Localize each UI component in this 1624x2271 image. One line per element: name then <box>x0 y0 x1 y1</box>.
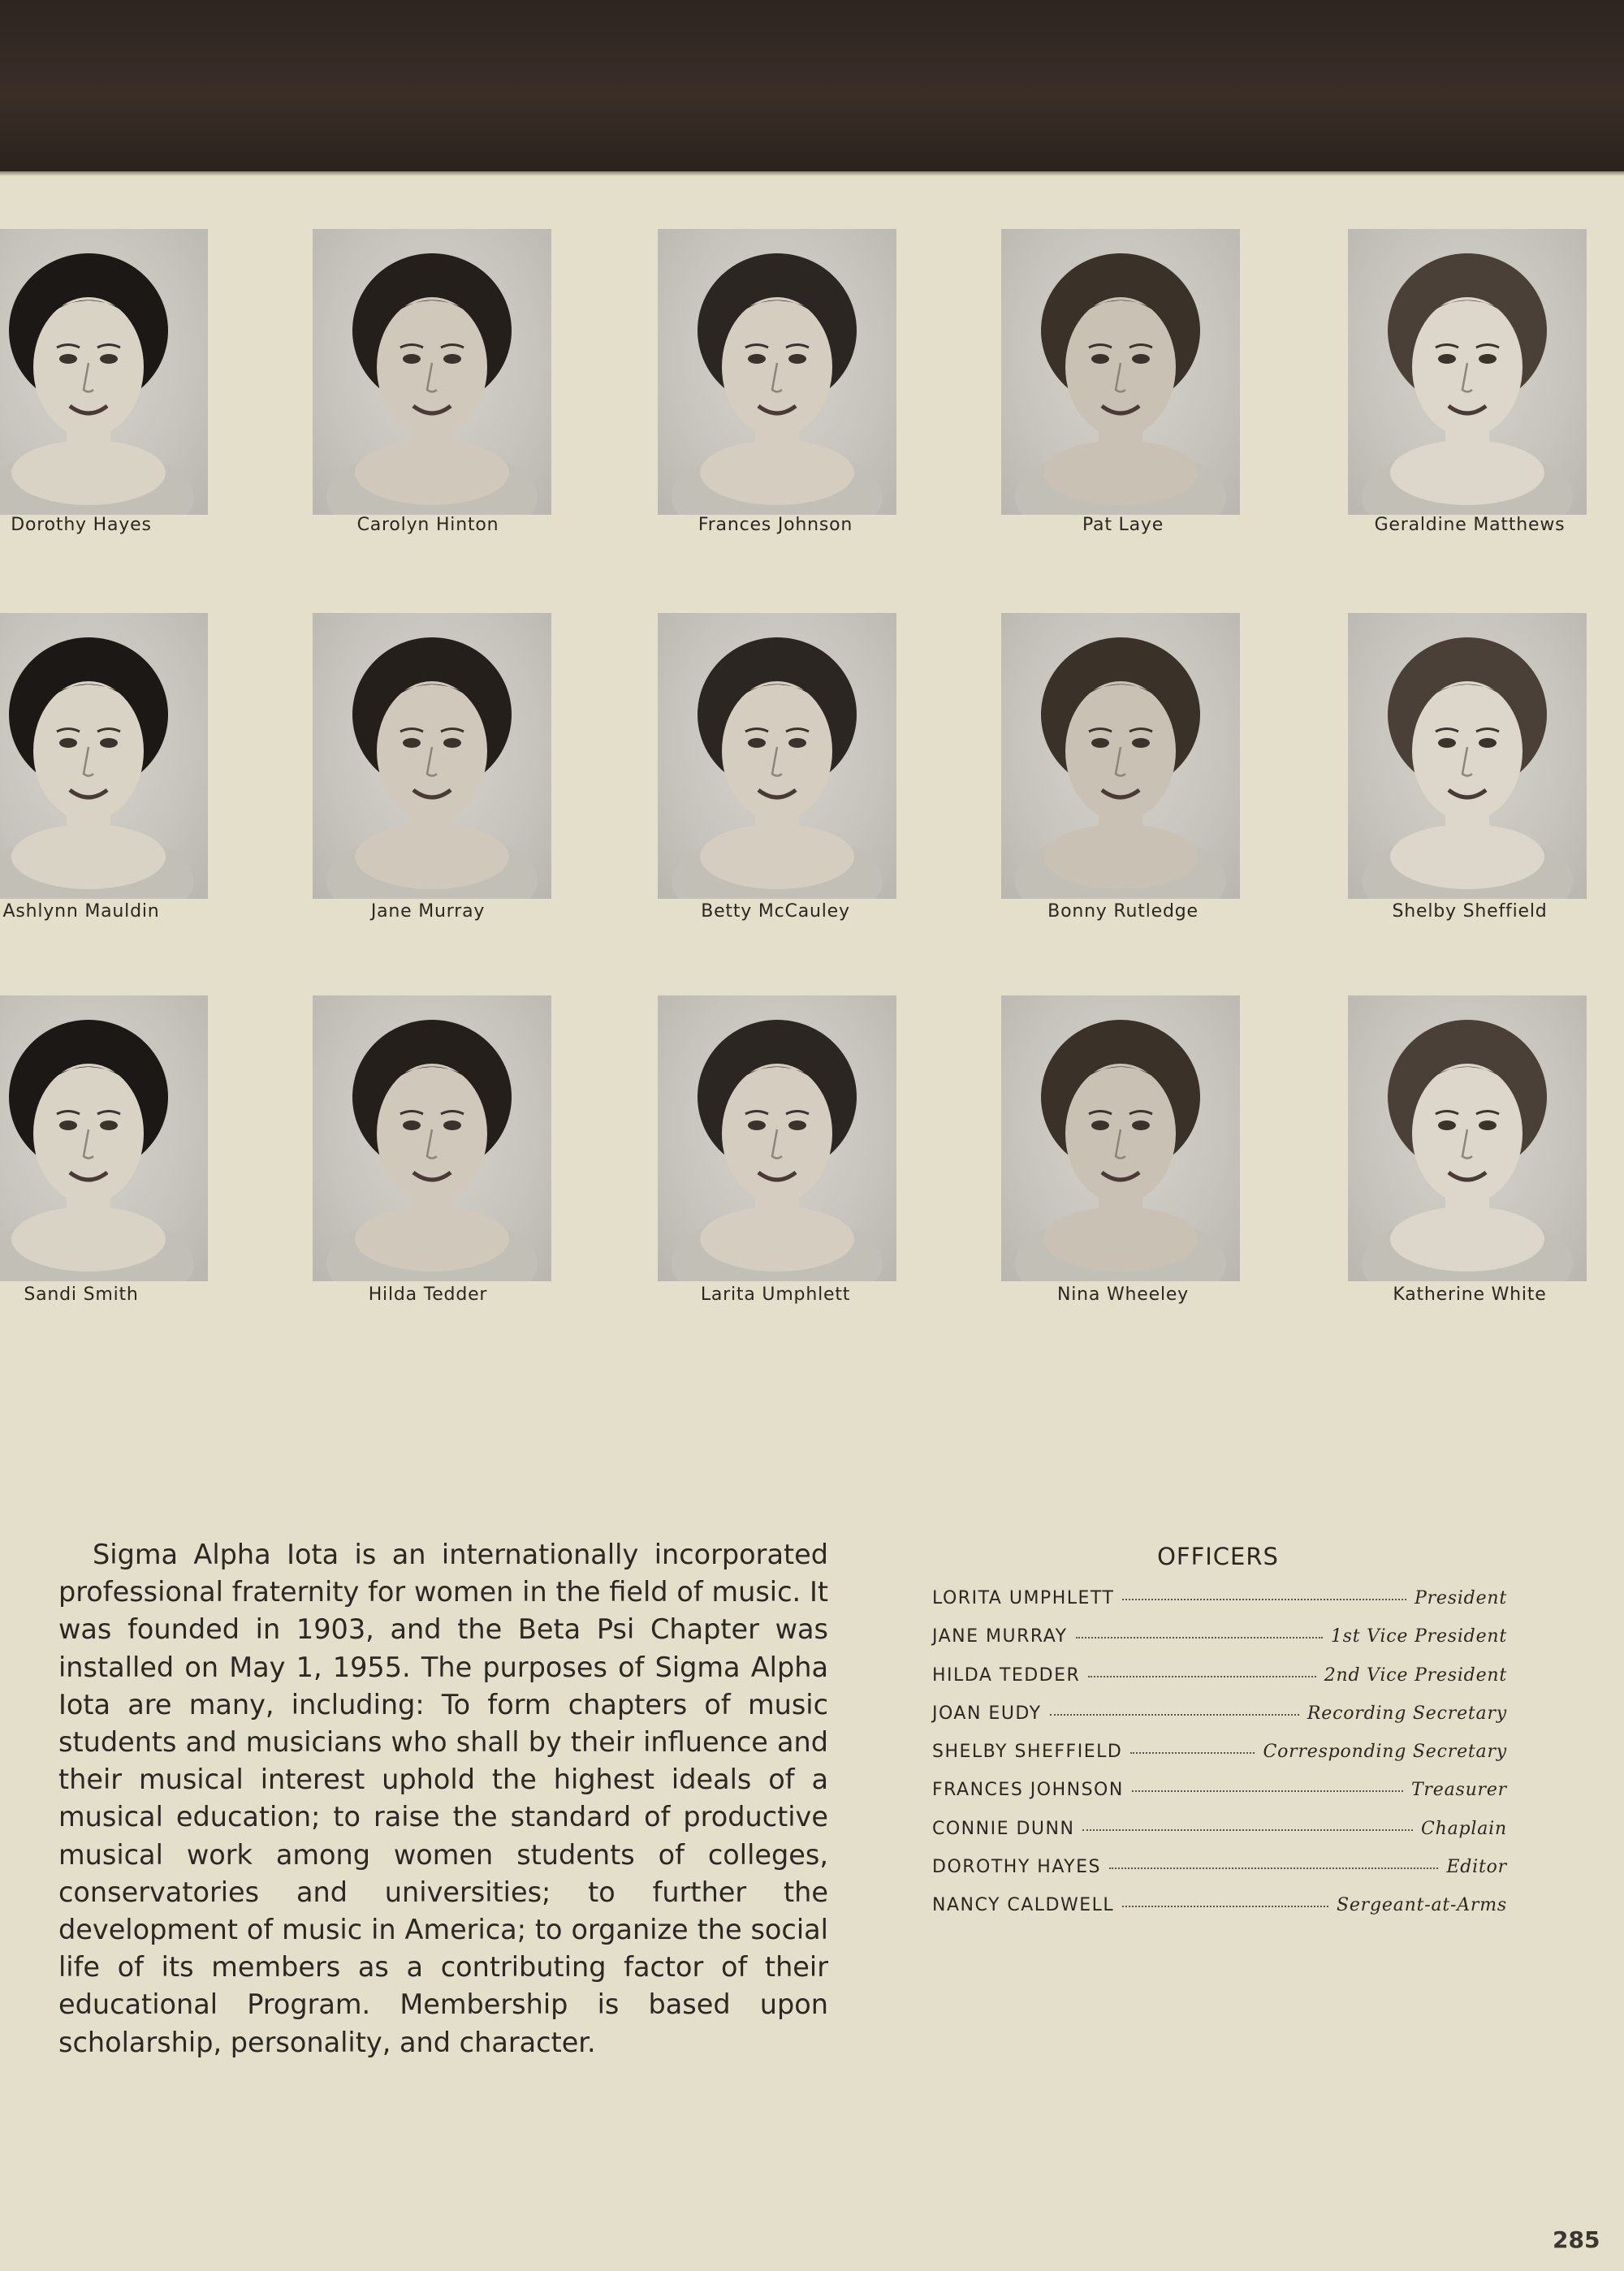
officer-row <box>932 1780 1507 1818</box>
portrait-photo-carolyn-hinton <box>313 229 551 515</box>
portrait-caption-carolyn-hinton: Carolyn Hinton <box>356 515 499 535</box>
officer-title: Sergeant-at-Arms <box>1336 1895 1507 1916</box>
leader-dots <box>1082 1829 1413 1831</box>
portrait-caption-katherine-white: Katherine White <box>1393 1284 1547 1305</box>
portrait-photo-bonny-rutledge <box>1001 613 1240 899</box>
officers-heading: OFFICERS <box>1157 1543 1279 1570</box>
officer-row <box>932 1703 1507 1742</box>
portrait-caption-bonny-rutledge: Bonny Rutledge <box>1047 901 1199 922</box>
leader-dots <box>1088 1676 1315 1677</box>
leader-dots <box>1122 1906 1328 1907</box>
officer-row <box>932 1626 1507 1664</box>
officer-title: Recording Secretary <box>1307 1703 1507 1724</box>
officer-title: 1st Vice President <box>1330 1626 1507 1647</box>
officer-title: Chaplain <box>1421 1818 1507 1839</box>
officer-title: President <box>1415 1588 1507 1608</box>
officer-name: NANCY CALDWELL <box>932 1895 1115 1916</box>
portrait-caption-geraldine-matthews: Geraldine Matthews <box>1374 515 1566 535</box>
portrait-photo-larita-umphlett <box>658 995 896 1281</box>
chapter-description: Sigma Alpha Iota is an internationally incorporated professional fraternity for women in the field of music. It was founded in 1903, and the Beta Psi Chapter was installed on May 1, 1955. The purposes of Sigma Alpha Iota are many, including: To form chapters of music students and musicians who shall by their influence and their musical interest uphold the highest ideals of a musical education; to raise the standard of productive musical work among women students of colleges, conservatories and universities; to further the development of music in America; to organize the social life of its members as a contributing factor of their educational Program. Membership is based upon scholarship, personality, and character. <box>58 1539 828 2058</box>
officer-title: Editor <box>1446 1857 1507 1878</box>
officer-row <box>932 1819 1507 1857</box>
portrait-photo-jane-murray <box>313 613 551 899</box>
portrait-caption-shelby-sheffield: Shelby Sheffield <box>1392 901 1548 922</box>
portrait-caption-dorothy-hayes: Dorothy Hayes <box>11 515 152 535</box>
officer-row <box>932 1895 1507 1933</box>
leader-dots <box>1130 1752 1255 1754</box>
portrait-caption-pat-laye: Pat Laye <box>1082 515 1164 535</box>
portrait-photo-shelby-sheffield <box>1348 613 1587 899</box>
portrait-caption-nina-wheeley: Nina Wheeley <box>1056 1284 1190 1305</box>
leader-dots <box>1050 1714 1299 1716</box>
portrait-photo-nina-wheeley <box>1001 995 1240 1281</box>
portrait-photo-frances-johnson <box>658 229 896 515</box>
officer-row <box>932 1742 1507 1780</box>
portrait-photo-ashlynn-mauldin <box>0 613 208 899</box>
officer-name: LORITA UMPHLETT <box>932 1588 1115 1608</box>
officer-name: FRANCES JOHNSON <box>932 1780 1124 1801</box>
portrait-caption-sandi-smith: Sandi Smith <box>24 1284 139 1305</box>
leader-dots <box>1109 1867 1438 1869</box>
officer-name: CONNIE DUNN <box>932 1818 1075 1839</box>
officer-row <box>932 1588 1507 1626</box>
portrait-caption-betty-mccauley: Betty McCauley <box>701 901 850 922</box>
officer-title: Corresponding Secretary <box>1263 1742 1507 1763</box>
page-number: 285 <box>1553 2226 1600 2253</box>
portrait-caption-jane-murray: Jane Murray <box>370 901 486 922</box>
officer-name: DOROTHY HAYES <box>932 1857 1101 1878</box>
portrait-caption-frances-johnson: Frances Johnson <box>698 515 853 535</box>
officers-list <box>932 1588 1507 1934</box>
portrait-caption-hilda-tedder: Hilda Tedder <box>368 1284 488 1305</box>
officer-title: 2nd Vice President <box>1324 1664 1507 1686</box>
officer-title: Treasurer <box>1410 1780 1507 1801</box>
portrait-photo-pat-laye <box>1001 229 1240 515</box>
page-edge-shadow <box>0 171 1624 176</box>
officer-name: JOAN EUDY <box>932 1703 1042 1724</box>
officer-row <box>932 1857 1507 1895</box>
officer-row <box>932 1665 1507 1703</box>
portrait-photo-dorothy-hayes <box>0 229 208 515</box>
portrait-photo-katherine-white <box>1348 995 1587 1281</box>
leader-dots <box>1132 1790 1403 1792</box>
portrait-caption-ashlynn-mauldin: Ashlynn Mauldin <box>2 901 160 922</box>
portrait-caption-larita-umphlett: Larita Umphlett <box>700 1284 851 1305</box>
portrait-photo-betty-mccauley <box>658 613 896 899</box>
officer-name: SHELBY SHEFFIELD <box>932 1742 1123 1763</box>
portrait-photo-hilda-tedder <box>313 995 551 1281</box>
portrait-photo-geraldine-matthews <box>1348 229 1587 515</box>
officer-name: JANE MURRAY <box>932 1626 1068 1647</box>
officer-name: HILDA TEDDER <box>932 1664 1081 1686</box>
leader-dots <box>1122 1599 1406 1600</box>
portrait-photo-sandi-smith <box>0 995 208 1281</box>
top-dark-band <box>0 0 1624 173</box>
leader-dots <box>1076 1637 1323 1638</box>
